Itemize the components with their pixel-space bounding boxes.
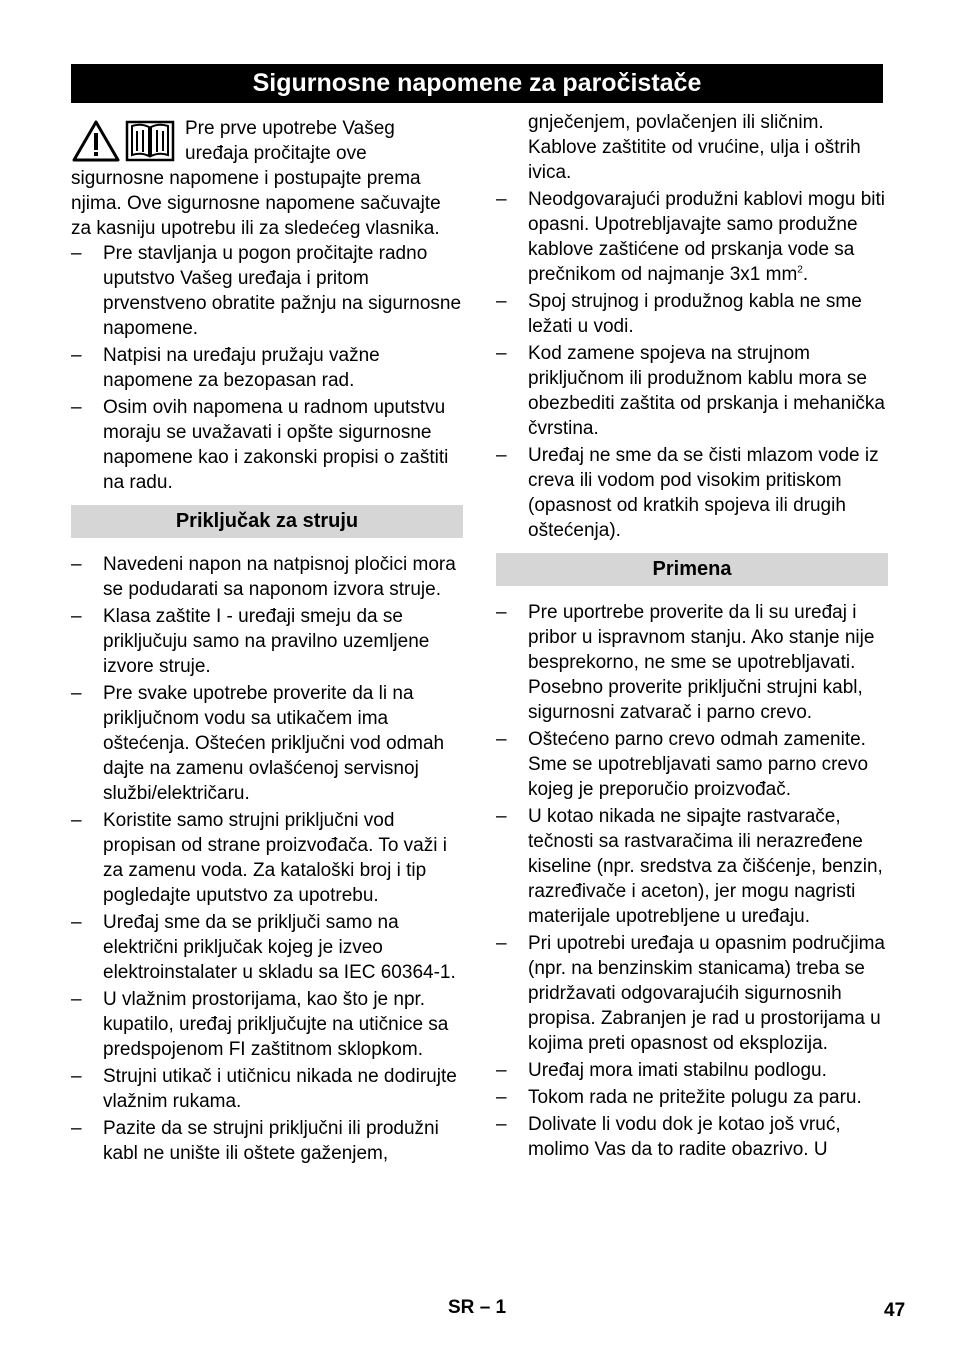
intro-list <box>71 241 463 495</box>
list-item: – Kod zamene spojeva na strujnom priključnom ili produžnom kablu mora se obezbediti zaštita od prskanja i mehanička čvrstina. <box>496 343 885 439</box>
list-item: – Dolivate li vodu dok je kotao još vruć, molimo Vas da to radite obazrivo. U <box>496 1114 841 1160</box>
list-item: – Natpisi na uređaju pružaju važne napomene za bezopasan rad. <box>71 345 380 391</box>
list-item: – Pre svake upotrebe proverite da li na priključnom vodu sa utikačem ima oštećenja. Oštećen priključni vod odmah dajte na zamenu ovlašćenoj servisnoj službi/električaru. <box>71 683 445 804</box>
list-item: – Uređaj ne sme da se čisti mlazom vode iz creva ili vodom pod visokim pritiskom (opasnost od kratkih spojeva ili drugih oštećenja). <box>496 445 879 541</box>
page-title: Sigurnosne napomene za paročistače <box>71 64 883 103</box>
footer-section-label: SR – 1 <box>448 1297 507 1318</box>
list-item: – Oštećeno parno crevo odmah zamenite. Sme se upotrebljavati samo parno crevo kojeg je preporučio proizvođač. <box>496 729 869 800</box>
power-list-continued <box>496 187 888 543</box>
usage-list <box>496 600 888 1162</box>
manual-book-icon <box>125 119 175 163</box>
list-item: – Pre stavljanja u pogon pročitajte radno uputstvo Vašeg uređaja i pritom prvenstveno obratite pažnju na sigurnosne napomene. <box>71 243 462 339</box>
list-item: – Tokom rada ne pritežite polugu za paru. <box>496 1087 862 1108</box>
intro-icons <box>71 119 177 165</box>
list-item: – Klasa zaštite I - uređaji smeju da se priključuju samo na pravilno uzemljene izvore struje. <box>71 606 430 677</box>
list-item: – Koristite samo strujni priključni vod propisan od strane proizvođača. To važi i za zamenu voda. Za kataloški broj i tip pogledajte uputstvo za upotrebu. <box>71 810 447 906</box>
list-item: – Pre uportrebe proverite da li su uređaj i pribor u ispravnom stanju. Ako stanje nije besprekorno, ne sme se upotrebljavati. Posebno proverite priključni strujni kabl, sigurnosni zatvarač i parno crevo. <box>496 602 875 723</box>
list-item: – Pazite da se strujni priključni ili produžni kabl ne unište ili oštete gaženjem, <box>71 1118 439 1164</box>
page-number: 47 <box>884 1300 906 1321</box>
list-item: – Navedeni napon na natpisnoj pločici mora se podudarati sa naponom izvora struje. <box>71 554 456 600</box>
list-item: – Osim ovih napomena u radnom uputstvu moraju se uvažavati i opšte sigurnosne napomene kao i zakonski propisi o zaštiti na radu. <box>71 397 449 493</box>
list-item: – Strujni utikač i utičnicu nikada ne dodirujte vlažnim rukama. <box>71 1066 457 1112</box>
list-item: – Uređaj mora imati stabilnu podlogu. <box>496 1060 827 1081</box>
power-list <box>71 552 463 1166</box>
left-column <box>71 116 463 1168</box>
list-item: – U kotao nikada ne sipajte rastvarače, tečnosti sa rastvaračima ili nerazređene kiseline (npr. sredstva za čišćenje, benzin, razređivače i aceton), jer mogu nagristi materijale upotrebljene u uređaju. <box>496 806 883 927</box>
list-item: – Neodgovarajući produžni kablovi mogu biti opasni. Upotrebljavajte samo produžne kablove zaštićene od prskanja vode sa prečnikom od najmanje 3x1 $mm^2$. <box>496 189 885 285</box>
intro-text: Pre prve upotrebe Vašeg uređaja pročitajte ove sigurnosne napomene i postupajte prema njima. Ove sigurnosne napomene sačuvajte za kasniju upotrebu ili za sledećeg vlasnika. <box>71 118 441 239</box>
section-heading-usage: Primena <box>496 553 888 586</box>
warning-triangle-icon <box>71 119 121 163</box>
list-item: – Uređaj sme da se priključi samo na električni priključak kojeg je izveo elektroinstalater u skladu sa IEC 60364-1. <box>71 912 456 983</box>
continued-text: gnječenjem, povlačenjen ili sličnim. Kablove zaštitite od vrućine, ulja i oštrih ivica. <box>528 112 861 183</box>
list-item: – Spoj strujnog i produžnog kabla ne sme ležati u vodi. <box>496 291 862 337</box>
section-heading-power: Priključak za struju <box>71 505 463 538</box>
list-item: – U vlažnim prostorijama, kao što je npr. kupatilo, uređaj priključujte na utičnice sa predspojenom FI zaštitnom sklopkom. <box>71 989 449 1060</box>
list-item: – Pri upotrebi uređaja u opasnim područjima (npr. na benzinskim stanicama) treba se pridržavati odgovarajućih sigurnosnih propisa. Zabranjen je rad u prostorijama u kojima preti opasnost od eksplozija. <box>496 933 885 1054</box>
right-column <box>496 110 888 1164</box>
intro-block <box>71 116 463 241</box>
